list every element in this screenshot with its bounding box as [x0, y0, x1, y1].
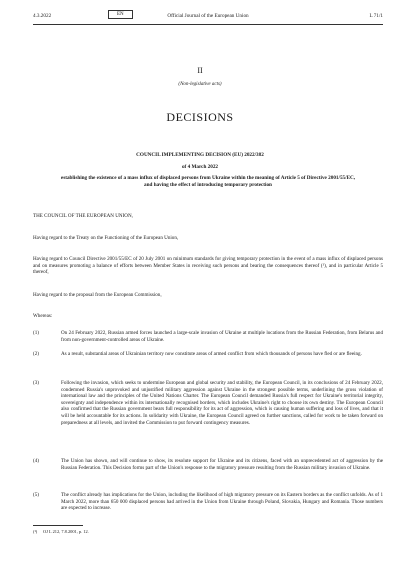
section-heading: DECISIONS: [166, 110, 234, 124]
header-divider: [33, 24, 383, 25]
recital-number: (2): [33, 351, 39, 357]
recital-number: (4): [33, 458, 39, 464]
preamble-treaty: Having regard to the Treaty on the Functioning of the European Union,: [33, 235, 179, 241]
recital-text: The Union has shown, and will continue to show, its resolute support for Ukraine and its citizens, faced with an unprecedented act of aggression by the Russian Federation. This Decision forms part of the Union's response to the migratory pressure resulting from the Russian military invasion of Ukraine.: [61, 458, 383, 471]
footnote-number: (¹): [33, 529, 38, 534]
section-subtitle: (Non-legislative acts): [178, 82, 222, 87]
journal-title: Official Journal of the European Union: [167, 13, 249, 19]
preamble-proposal: Having regard to the proposal from the European Commission,: [33, 292, 162, 298]
recital-number: (3): [33, 380, 39, 386]
recital-number: (1): [33, 330, 39, 336]
recital: [33, 380, 383, 426]
header-date: 4.3.2022: [33, 13, 52, 19]
decision-subject: establishing the existence of a mass influx of displaced persons from Ukraine within the meaning of Article 5 of Directive 2001/55/EC, and having the effect of introducing temporary protection: [60, 175, 356, 188]
footnote-divider: [33, 525, 83, 526]
decision-date: of 4 March 2022: [181, 164, 219, 170]
recital-text: The conflict already has implications for the Union, including the likelihood of high migratory pressure on its Eastern borders as the conflict unfolds. As of 1 March 2022, more than 650 000 displaced persons had arrived in the Union from Ukraine through Poland, Slovakia, Hungary and Romania. Those numbers are expected to increase.: [61, 492, 383, 512]
language-badge: EN: [108, 10, 133, 19]
footnote: [33, 529, 383, 534]
recital-number: (5): [33, 492, 39, 498]
section-number: II: [197, 66, 203, 75]
recital-text: As a result, substantial areas of Ukrainian territory now constitute areas of armed conflict from which thousands of persons have fled or are fleeing.: [61, 351, 362, 357]
page-reference: L 71/1: [369, 13, 383, 19]
decision-title: COUNCIL IMPLEMENTING DECISION (EU) 2022/382: [136, 152, 264, 158]
recital: [33, 458, 383, 471]
recital: [33, 351, 383, 358]
preamble-directive: Having regard to Council Directive 2001/55/EC of 20 July 2001 on minimum standards for giving temporary protection in the event of a mass influx of displaced persons and on measures promoting a balance of efforts between Member States in receiving such persons and bearing the consequences thereof (¹), and in particular Article 5 thereof,: [33, 256, 383, 276]
footnote-text: OJ L 212, 7.8.2001, p. 12.: [43, 529, 89, 534]
recital: [33, 330, 383, 343]
preamble-council: THE COUNCIL OF THE EUROPEAN UNION,: [33, 213, 133, 219]
recital-text: Following the invasion, which seeks to undermine European and global security and stability, the European Council, in its conclusions of 24 February 2022, condemned Russia's unprovoked and unjustified military aggression against Ukraine in the strongest possible terms, underlining the gross violation of international law and the principles of the United Nations Charter. The European Council demanded Russia's full respect for Ukraine's territorial integrity, sovereignty and independence within its internationally recognised borders, which includes Ukraine's right to choose its own destiny. The European Council also confirmed that the Russian government bears full responsibility for its act of aggression, which is causing human suffering and loss of lives, and that it will be held accountable for its actions. In solidarity with Ukraine, the European Council agreed on further sanctions, called for work to be taken forward on preparedness at all levels, and invited the Commission to put forward contingency measures.: [61, 380, 383, 426]
recital: [33, 492, 383, 512]
preamble-whereas: Whereas:: [33, 313, 53, 319]
journal-header: [33, 10, 383, 22]
recital-text: On 24 February 2022, Russian armed forces launched a large-scale invasion of Ukraine at multiple locations from the Russian Federation, from Belarus and from non-government-controlled areas of Ukraine.: [61, 330, 383, 343]
